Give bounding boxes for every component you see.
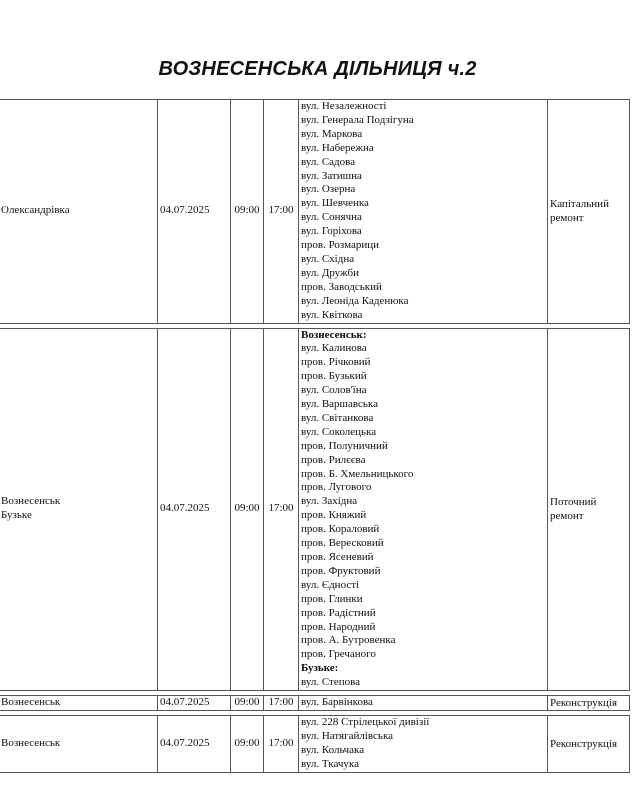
street-address: вул. Світанкова <box>301 411 374 424</box>
work-type-cell: Капітальний ремонт <box>548 100 630 324</box>
street-address: пров. Глинки <box>301 592 363 605</box>
street-address: вул. Квіткова <box>301 308 363 321</box>
street-address: вул. Генерала Подзігуна <box>301 113 414 126</box>
outage-schedule-table <box>0 99 630 773</box>
addresses-cell <box>299 328 548 691</box>
street-address: вул. 228 Стрілецької дивізії <box>301 716 430 729</box>
work-type-cell: Реконструкція <box>548 696 630 711</box>
street-address: вул. Леоніда Каденюка <box>301 294 409 307</box>
date-cell: 04.07.2025 <box>158 328 231 691</box>
street-address: вул. Озерна <box>301 183 356 196</box>
street-address: вул. Садова <box>301 155 356 168</box>
street-address: вул. Калинова <box>301 342 367 355</box>
street-address: вул. Ткачука <box>301 757 359 770</box>
locality-cell <box>0 696 158 711</box>
street-address: вул. Соколецька <box>301 425 377 438</box>
street-address: пров. Розмарици <box>301 239 380 252</box>
start-time-cell: 09:00 <box>231 100 264 324</box>
locality-name: Бузьке <box>1 509 32 522</box>
locality-name: Вознесенськ <box>1 736 61 749</box>
street-address: пров. Фруктовий <box>301 564 381 577</box>
street-address: пров. Рилєєва <box>301 453 366 466</box>
document-title: ВОЗНЕСЕНСЬКА ДІЛЬНИЦЯ ч.2 <box>158 58 477 80</box>
work-type-cell: Поточний ремонт <box>548 328 630 691</box>
end-time-cell: 17:00 <box>264 696 299 711</box>
street-address: вул. Натягайлівська <box>301 729 394 742</box>
street-address: вул. Західна <box>301 495 358 508</box>
table-row <box>0 328 630 691</box>
end-time-cell: 17:00 <box>264 100 299 324</box>
table-row <box>0 716 630 773</box>
address-group-heading: Вознесенськ: <box>301 328 367 341</box>
street-address: вул. Варшавська <box>301 398 378 411</box>
street-address: пров. Гречаного <box>301 648 376 661</box>
street-address: пров. А. Бутровенка <box>301 634 396 647</box>
street-address: вул. Затишна <box>301 169 362 182</box>
street-address: пров. Заводський <box>301 280 382 293</box>
street-address: вул. Набережна <box>301 141 374 154</box>
start-time-cell: 09:00 <box>231 696 264 711</box>
street-address: вул. Східна <box>301 252 355 265</box>
street-address: пров. Б. Хмельницького <box>301 467 414 480</box>
locality-name: Вознесенськ <box>1 495 61 508</box>
street-address: пров. Народний <box>301 620 376 633</box>
street-address: вул. Степова <box>301 676 361 689</box>
street-address: пров. Полуничний <box>301 439 388 452</box>
addresses-cell <box>299 716 548 773</box>
street-address: пров. Лугового <box>301 481 372 494</box>
street-address: вул. Барвінкова <box>301 696 373 709</box>
locality-cell <box>0 100 158 324</box>
locality-cell <box>0 716 158 773</box>
street-address: пров. Княжий <box>301 509 367 522</box>
street-address: пров. Річковий <box>301 356 371 369</box>
locality-name: Вознесенськ <box>1 696 61 709</box>
start-time-cell: 09:00 <box>231 716 264 773</box>
street-address: вул. Горіхова <box>301 225 362 238</box>
work-type-cell: Реконструкція <box>548 716 630 773</box>
street-address: пров. Бузький <box>301 370 367 383</box>
start-time-cell: 09:00 <box>231 328 264 691</box>
street-address: пров. Вересковий <box>301 537 384 550</box>
street-address: вул. Сонячна <box>301 211 362 224</box>
addresses-cell <box>299 696 548 711</box>
street-address: вул. Шевченка <box>301 197 369 210</box>
street-address: вул. Незалежності <box>301 100 387 112</box>
addresses-cell <box>299 100 548 324</box>
date-cell: 04.07.2025 <box>158 100 231 324</box>
street-address: вул. Дружби <box>301 266 359 279</box>
locality-name: Олександрівка <box>1 204 70 217</box>
end-time-cell: 17:00 <box>264 716 299 773</box>
address-group-heading: Бузьке: <box>301 662 339 675</box>
street-address: вул. Кольчака <box>301 743 365 756</box>
street-address: пров. Ясеневий <box>301 551 374 563</box>
date-cell: 04.07.2025 <box>158 716 231 773</box>
street-address: вул. Єдності <box>301 578 360 591</box>
end-time-cell: 17:00 <box>264 328 299 691</box>
table-row <box>0 696 630 711</box>
date-cell: 04.07.2025 <box>158 696 231 711</box>
table-row <box>0 100 630 324</box>
street-address: вул. Маркова <box>301 127 363 140</box>
locality-cell <box>0 328 158 691</box>
street-address: пров. Радістний <box>301 606 376 619</box>
street-address: пров. Кораловий <box>301 523 380 536</box>
street-address: вул. Солов'їна <box>301 384 367 397</box>
